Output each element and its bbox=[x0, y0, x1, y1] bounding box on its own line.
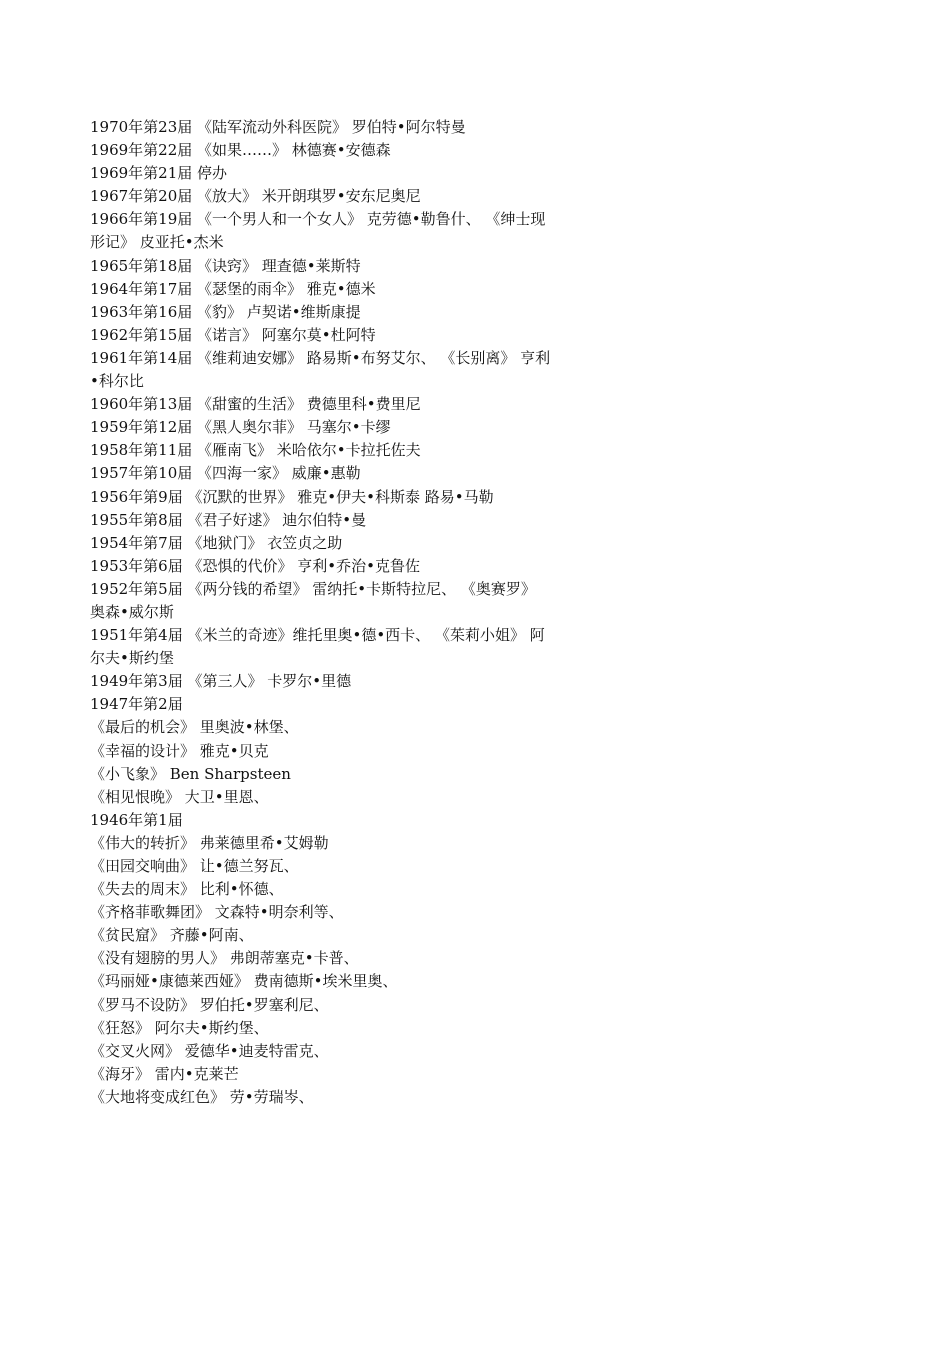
text-line: 1964年第17届 《瑟堡的雨伞》 雅克•德米 bbox=[90, 279, 376, 298]
text-line: 1963年第16届 《豹》 卢契诺•维斯康提 bbox=[90, 302, 361, 321]
text-line: 1947年第2届 bbox=[90, 695, 183, 714]
text-line: 1954年第7届 《地狱门》 衣笠贞之助 bbox=[90, 533, 343, 552]
text-line: 1958年第11届 《雁南飞》 米哈依尔•卡拉托佐夫 bbox=[90, 441, 421, 460]
text-line: 1952年第5届 《两分钱的希望》 雷纳托•卡斯特拉尼、 《奥赛罗》 bbox=[90, 579, 536, 598]
text-line: 《交叉火网》 爱德华•迪麦特雷克、 bbox=[90, 1041, 329, 1060]
text-line: 《大地将变成红色》 劳•劳瑞岑、 bbox=[90, 1087, 314, 1106]
text-line: 形记》 皮亚托•杰米 bbox=[90, 233, 224, 252]
text-line: 1960年第13届 《甜蜜的生活》 费德里科•费里尼 bbox=[90, 395, 421, 414]
text-line: 1961年第14届 《维莉迪安娜》 路易斯•布努艾尔、 《长别离》 亨利 bbox=[90, 348, 551, 367]
text-line: 1965年第18届 《诀窍》 理查德•莱斯特 bbox=[90, 256, 361, 275]
text-line: 1953年第6届 《恐惧的代价》 亨利•乔治•克鲁佐 bbox=[90, 556, 420, 575]
text-line: 1969年第22届 《如果……》 林德赛•安德森 bbox=[90, 141, 391, 160]
text-line: 1969年第21届 停办 bbox=[90, 164, 228, 183]
text-line: 1946年第1届 bbox=[90, 810, 183, 829]
text-line: 1955年第8届 《君子好逑》 迪尔伯特•曼 bbox=[90, 510, 367, 529]
text-line: 《田园交响曲》 让•德兰努瓦、 bbox=[90, 857, 299, 875]
text-line: 《失去的周末》 比利•怀德、 bbox=[90, 880, 284, 899]
text-line: 《罗马不设防》 罗伯托•罗塞利尼、 bbox=[90, 995, 329, 1014]
text-line: 1956年第9届 《沉默的世界》 雅克•伊夫•科斯泰 路易•马勒 bbox=[90, 487, 494, 506]
text-line: •科尔比 bbox=[90, 372, 144, 391]
text-line: 1966年第19届 《一个男人和一个女人》 克劳德•勒鲁什、 《绅士现 bbox=[90, 210, 546, 229]
text-line: 1957年第10届 《四海一家》 威廉•惠勒 bbox=[90, 464, 361, 483]
text-line: 《没有翅膀的男人》 弗朗蒂塞克•卡普、 bbox=[90, 949, 359, 968]
text-line: 1967年第20届 《放大》 米开朗琪罗•安东尼奥尼 bbox=[90, 187, 421, 206]
text-line: 尔夫•斯约堡 bbox=[90, 649, 174, 668]
text-line: 奥森•威尔斯 bbox=[90, 602, 174, 621]
text-line: 《海牙》 雷内•克莱芒 bbox=[90, 1064, 239, 1083]
text-line: 《玛丽娅•康德莱西娅》 费南德斯•埃米里奥、 bbox=[90, 972, 398, 991]
text-line: 《狂怒》 阿尔夫•斯约堡、 bbox=[90, 1018, 269, 1037]
text-line: 1951年第4届 《米兰的奇迹》维托里奥•德•西卡、 《茱莉小姐》 阿 bbox=[90, 626, 545, 645]
text-line: 《齐格菲歌舞团》 文森特•明奈利等、 bbox=[90, 903, 344, 922]
text-line: 1962年第15届 《诺言》 阿塞尔莫•杜阿特 bbox=[90, 325, 376, 344]
text-line: 《小飞象》 Ben Sharpsteen bbox=[90, 764, 291, 783]
text-line: 1959年第12届 《黑人奥尔菲》 马塞尔•卡缪 bbox=[90, 418, 391, 437]
text-line: 1970年第23届 《陆军流动外科医院》 罗伯特•阿尔特曼 bbox=[90, 118, 466, 136]
text-line: 1949年第3届 《第三人》 卡罗尔•里德 bbox=[90, 672, 352, 691]
document-page bbox=[90, 116, 590, 1109]
text-line: 《贫民窟》 齐藤•阿南、 bbox=[90, 926, 254, 945]
text-line: 《相见恨晚》 大卫•里恩、 bbox=[90, 787, 269, 806]
text-line: 《最后的机会》 里奥波•林堡、 bbox=[90, 718, 299, 737]
text-line: 《幸福的设计》 雅克•贝克 bbox=[90, 741, 269, 760]
text-line: 《伟大的转折》 弗莱德里希•艾姆勒 bbox=[90, 833, 329, 852]
